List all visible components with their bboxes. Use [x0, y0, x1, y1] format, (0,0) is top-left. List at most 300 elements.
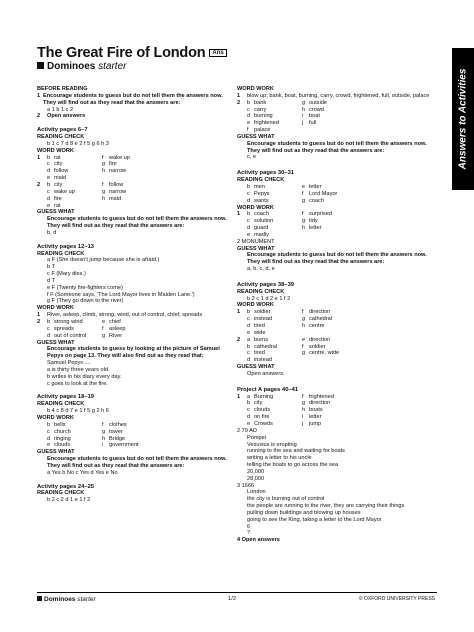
guess-what-heading: GUESS WHAT — [37, 339, 75, 346]
item-letter: e — [302, 336, 306, 343]
answer-word: men — [254, 183, 265, 190]
item-number — [237, 407, 247, 414]
title-row — [37, 44, 227, 62]
section-heading: Activity pages 6–7 — [37, 127, 88, 134]
answer-list — [237, 483, 431, 538]
item-letter: e — [247, 420, 251, 427]
copyright: © OXFORD UNIVERSITY PRESS — [358, 596, 435, 602]
answers-tab — [452, 48, 474, 190]
item-letter: d — [47, 168, 51, 175]
item-number — [237, 113, 247, 120]
answer-line: Samuel Pepys .... — [47, 360, 91, 367]
item-letter: f — [302, 309, 304, 316]
item-letter: b — [47, 181, 51, 188]
answer-table — [237, 394, 431, 428]
answer-line: 28,000 — [247, 475, 265, 482]
answer-line: 4 Open answers — [237, 537, 280, 544]
item-letter: g — [302, 197, 306, 204]
answer-word: Bridge — [109, 435, 126, 442]
item-letter: g — [102, 188, 106, 195]
answer-word: bank — [254, 99, 267, 106]
answer-line: c F (Mary dies.) — [47, 271, 86, 278]
answers-tab-label: Answers to Activities — [457, 68, 469, 170]
answer-word: direction — [309, 309, 331, 316]
item-number — [37, 189, 47, 196]
footer-series-level: starter — [77, 596, 96, 603]
answer-table — [237, 184, 431, 205]
answer-word: Crowds — [254, 420, 273, 427]
answer-word: fire — [54, 195, 62, 202]
answer-table — [237, 337, 431, 364]
instruction-text: Encourage students to guess but do not tell them the answers now. They will find out as they read that the answers are: — [247, 252, 427, 266]
item-number — [37, 422, 47, 429]
item-letter: e — [247, 329, 251, 336]
answer-word: letter — [309, 414, 322, 421]
reading-check-heading: READING CHECK — [37, 134, 85, 141]
answer-word: centre, wide — [309, 350, 340, 357]
answer-word: out of control — [54, 332, 87, 339]
item-letter: d — [47, 435, 51, 442]
answer-line: a F (She doesn't jump because she is afraid.) — [47, 257, 160, 264]
item-letter: f — [247, 127, 249, 134]
answer-table — [37, 319, 235, 340]
answer-line: f F (Someone says, 'The Lord Mayor lives in Maiden Lane.') — [47, 291, 195, 298]
reading-check-heading: READING CHECK — [37, 490, 85, 497]
item-letter: i — [102, 442, 104, 449]
answer-line: the city is burning out of control — [247, 496, 325, 503]
item-number — [237, 225, 247, 232]
footer-divider — [37, 592, 437, 593]
item-letter: f — [302, 343, 304, 350]
answer-line: 1 blow up; bank, boat, burning, carry, crowd, frightened, full, outside, palace — [237, 92, 430, 99]
answer-word: chief — [109, 319, 121, 325]
item-letter: b — [247, 183, 251, 190]
answer-word: coach — [254, 211, 269, 218]
item-letter: d — [247, 323, 251, 329]
answer-word — [309, 357, 431, 364]
item-letter: d — [47, 195, 51, 202]
item-letter: f — [102, 181, 104, 188]
item-letter: e — [47, 175, 51, 182]
item-letter: i — [302, 113, 304, 120]
answer-line: 20,000 — [247, 468, 265, 475]
answer-word: narrow — [109, 168, 127, 175]
word-work-heading: WORD WORK — [237, 86, 274, 92]
guess-what-heading: GUESS WHAT — [37, 209, 75, 216]
series-level: starter — [98, 61, 127, 72]
answer-table — [237, 309, 431, 336]
item-letter: b — [247, 211, 251, 218]
item-letter: e — [47, 442, 51, 449]
item-number — [237, 323, 247, 330]
guess-what-heading: GUESS WHAT — [37, 449, 75, 456]
answer-word — [109, 175, 235, 182]
answer-line: b T — [47, 264, 55, 271]
item-letter: f — [302, 190, 304, 197]
answer-line: London — [247, 489, 266, 496]
answer-word: clothes — [109, 421, 127, 428]
item-number: 2 — [37, 319, 41, 325]
answer-line: e F (Twenty fire-fighters come) — [47, 284, 123, 291]
item-letter — [102, 175, 109, 182]
answer-word: clouds — [254, 407, 271, 414]
answer-table — [37, 182, 235, 209]
item-number — [237, 316, 247, 323]
item-number — [237, 350, 247, 357]
answer-word: River — [109, 332, 123, 339]
item-number — [237, 120, 247, 127]
answer-word: wide — [254, 329, 266, 336]
answer-word — [309, 232, 431, 239]
item-letter: e — [247, 231, 251, 238]
answer-word: burns — [254, 336, 268, 343]
answer-word: jump — [309, 420, 322, 427]
item-letter: g — [302, 99, 306, 106]
answer-word: carry — [254, 106, 267, 113]
answer-word: boat — [309, 113, 320, 120]
item-letter: d — [247, 357, 251, 364]
answer-word: instead — [254, 357, 273, 364]
answer-line: Open answers. — [247, 370, 285, 377]
answer-word: clouds — [54, 442, 71, 449]
answer-table — [37, 422, 235, 449]
item-letter — [102, 203, 109, 210]
series-label — [37, 61, 126, 72]
left-column — [37, 86, 235, 504]
answer-word: direction — [309, 336, 331, 343]
answer-word: government — [109, 442, 139, 449]
footer-series-name: Dominoes — [44, 596, 76, 603]
guess-what-heading: GUESS WHAT — [237, 133, 275, 140]
answers-badge: Ans — [209, 49, 226, 57]
answer-line: b 2 c 1 d 2 e 1 f 2 — [247, 295, 291, 302]
item-letter: d — [247, 113, 251, 120]
item-letter: h — [302, 323, 306, 329]
item-letter: g — [302, 400, 306, 407]
section-heading: Activity pages 12–13 — [37, 243, 95, 250]
item-number: 2 — [37, 113, 41, 120]
answer-line: 3 1666 — [237, 482, 255, 489]
item-number — [237, 184, 247, 191]
item-letter: h — [102, 435, 106, 442]
answer-word: surprised — [309, 211, 333, 218]
item-letter: c — [247, 316, 250, 323]
item-letter: f — [302, 393, 304, 400]
before-item-2 — [37, 113, 235, 120]
answer-line: 1 River, asleep, climb, strong, wind, out of control, chief, spreads — [37, 312, 203, 319]
answer-text: River, asleep, climb, strong, wind, out of control, chief, spreads — [47, 312, 203, 319]
item-letter: h — [102, 168, 106, 175]
answer-word: full — [309, 120, 317, 127]
item-letter: e — [102, 319, 106, 325]
answer-word: wants — [254, 197, 269, 204]
item-letter: g — [302, 350, 306, 357]
answer-word: tidy — [309, 218, 318, 225]
item-letter: h — [302, 225, 306, 232]
answer-word: guard — [254, 225, 269, 232]
item-number — [37, 333, 47, 340]
item-number — [237, 191, 247, 198]
item-letter: c — [47, 325, 50, 332]
footer-series — [37, 596, 96, 603]
item-letter: f — [302, 211, 304, 218]
page-title: The Great Fire of London — [37, 45, 206, 61]
item-number: 2 — [237, 99, 241, 106]
answer-line: g F (They go down to the river) — [47, 298, 124, 305]
word-work-heading: WORD WORK — [37, 414, 74, 421]
answer-line: the people are running to the river, they are carrying their things — [247, 503, 405, 510]
answer-word: rat — [54, 202, 61, 209]
answer-word: on fire — [254, 414, 270, 421]
answer-word: tired — [254, 323, 265, 329]
answer-table — [37, 155, 235, 182]
item-number: 1 — [237, 211, 241, 218]
answer-word: tired — [254, 350, 265, 357]
item-letter: b — [247, 343, 251, 350]
answer-word: Pepys — [254, 190, 270, 197]
item-letter: h — [102, 195, 106, 202]
answer-line: a is thirty three years old. — [47, 366, 110, 373]
item-number — [237, 421, 247, 428]
answer-table — [237, 100, 431, 134]
answer-word: cathedral — [309, 316, 333, 323]
item-letter: j — [302, 120, 304, 127]
answer-word: soldier — [309, 343, 326, 350]
item-number — [37, 429, 47, 436]
answer-word: coach — [309, 197, 324, 204]
answer-word: solution — [254, 218, 274, 225]
item-letter: b — [247, 400, 251, 407]
answer-word: Lord Mayor — [309, 190, 338, 197]
item-letter: d — [247, 197, 251, 204]
answer-list — [237, 428, 431, 483]
answer-word: maid — [54, 175, 67, 182]
instruction-text: Encourage students to guess but do not tell them the answers now. They will find out as they read that the answers are: — [47, 216, 227, 230]
answer-word: tower — [109, 428, 123, 435]
item-number — [237, 400, 247, 407]
answer-line: b 1 c 7 d 8 e 2 f 5 g 6 h 3 — [47, 140, 109, 147]
item-letter — [302, 127, 309, 134]
item-number — [237, 357, 247, 364]
answer-word: cathedral — [254, 343, 278, 350]
item-letter: h — [302, 106, 306, 113]
answer-word: direction — [309, 400, 331, 407]
item-letter: b — [247, 99, 251, 106]
section-heading: Activity pages 24–25 — [37, 483, 95, 490]
answer-word: strong wind — [54, 319, 83, 325]
answer-word: church — [54, 428, 71, 435]
page-number: 1/2 — [228, 596, 237, 602]
item-number — [37, 168, 47, 175]
answer-line: 6 — [247, 523, 251, 530]
item-letter: c — [247, 350, 250, 357]
reading-check-heading: READING CHECK — [237, 288, 285, 295]
item-letter: i — [302, 414, 304, 421]
answer-line: d T — [47, 277, 55, 284]
answer-word: letter — [309, 225, 322, 232]
answer-word: wake up — [109, 154, 130, 161]
item-letter: j — [302, 420, 304, 427]
answer-line: telling the boats to go across the sea — [247, 462, 339, 469]
answer-word: outside — [309, 99, 328, 106]
item-letter: g — [102, 428, 106, 435]
answer-word: madly — [254, 231, 269, 238]
answer-line: c, e — [247, 154, 257, 161]
answer-word — [309, 330, 431, 337]
item-number — [237, 218, 247, 225]
answer-text: blow up; bank, boat, burning, carry, crowd, frightened, full, outside, palace — [247, 92, 430, 99]
answer-word: crowd — [309, 106, 324, 113]
item-letter — [302, 357, 309, 364]
answer-word: centre — [309, 323, 325, 329]
answer-list — [37, 257, 235, 305]
answer-word: bells — [54, 421, 66, 428]
item-number — [37, 436, 47, 443]
answer-line: a, b, c, d, e — [247, 266, 275, 273]
item-letter: b — [47, 319, 51, 325]
item-letter: e — [47, 202, 51, 209]
answer-line: b, d — [47, 229, 57, 236]
item-letter: h — [302, 407, 306, 414]
answer-word: palace — [254, 127, 271, 134]
answer-word: fire — [109, 161, 117, 168]
item-number: 2 — [237, 336, 241, 343]
answer-word: soldier — [254, 309, 271, 316]
section-heading: Activity pages 38–39 — [237, 281, 295, 288]
item-number — [237, 344, 247, 351]
item-letter: c — [47, 188, 50, 195]
answer-line: running to the sea and waiting for boats — [247, 448, 345, 455]
before-item-1 — [37, 93, 235, 107]
item-number: 1 — [237, 393, 241, 400]
answer-word: frightened — [309, 393, 334, 400]
guess-what-heading: GUESS WHAT — [237, 364, 275, 371]
answer-word: wake up — [54, 188, 75, 195]
item-letter — [302, 330, 309, 337]
instruction-text: Encourage students to guess but do not tell them the answers now. They will find out as they read that the answers are: — [43, 92, 223, 106]
answer-word: spreads — [54, 325, 74, 332]
answer-line: a 1 b 1 c 2 — [47, 106, 74, 113]
answer-word: burning — [254, 113, 273, 120]
answer-word: narrow — [109, 188, 127, 195]
reading-check-heading: READING CHECK — [37, 401, 85, 408]
instruction-text: Encourage students to guess but do not tell them the answers now. They will find out as they read that the answers are: — [247, 140, 427, 154]
answer-word — [309, 127, 431, 134]
section-heading: Project A pages 40–41 — [237, 386, 299, 393]
item-letter: d — [47, 332, 51, 339]
answer-word: follow — [54, 168, 69, 175]
answer-word: city — [54, 161, 63, 168]
item-number: 1 — [237, 309, 241, 316]
item-letter: b — [47, 421, 51, 428]
before-reading-heading: BEFORE READING — [37, 86, 88, 92]
answer-word: boats — [309, 407, 323, 414]
item-letter: f — [102, 325, 104, 332]
word-work-heading: WORD WORK — [237, 302, 274, 309]
answer-table — [237, 211, 431, 238]
answer-word: city — [254, 400, 263, 407]
item-number — [37, 175, 47, 182]
item-letter: d — [247, 225, 251, 232]
answer-line: writing a letter to his uncle — [247, 455, 312, 462]
item-letter: c — [47, 161, 50, 168]
item-number — [37, 442, 47, 449]
section-heading: Activity pages 30–31 — [237, 170, 295, 177]
item-letter: g — [302, 316, 306, 323]
item-number — [237, 107, 247, 114]
right-column — [237, 86, 431, 544]
answer-line: pulling down buildings and blowing up houses — [247, 509, 361, 516]
item-letter: b — [47, 154, 51, 161]
item-number — [237, 198, 247, 205]
item-letter: a — [247, 336, 251, 343]
answer-word: letter — [309, 183, 322, 190]
square-bullet-icon — [37, 596, 42, 601]
answer-word: frightened — [254, 120, 279, 127]
answer-word: follow — [109, 181, 124, 188]
answer-line: 2 79 AD — [237, 427, 257, 434]
instruction-text: Encourage students to guess but do not tell them the answers now. They will find out as they read that the answers are: — [47, 456, 227, 469]
answer-line: Vesuvius is erupting — [247, 441, 297, 448]
item-letter — [302, 232, 309, 239]
item-letter: e — [302, 183, 306, 190]
item-letter: c — [247, 190, 250, 197]
word-work-heading: WORD WORK — [37, 147, 74, 154]
answer-line: b writes in his diary every day. — [47, 373, 122, 380]
square-bullet-icon — [37, 62, 44, 69]
item-number: 1 — [37, 154, 41, 161]
item-number — [37, 326, 47, 333]
item-letter: f — [102, 421, 104, 428]
item-number — [37, 196, 47, 203]
answer-line: b 2 c 2 d 1 e 1 f 2 — [47, 497, 91, 504]
item-letter: f — [102, 154, 104, 161]
answer-line: b 4 c 8 d 7 e 1 f 5 g 2 h 6 — [47, 408, 109, 415]
reading-check-heading: READING CHECK — [37, 250, 85, 257]
item-number — [237, 127, 247, 134]
instruction-text: Encourage students to guess by looking at the picture of Samuel Pepys on page 13. They will also find out as they read that: — [47, 346, 220, 360]
reading-check-heading: READING CHECK — [237, 177, 285, 184]
answer-line: c goes to look at the fire. — [47, 380, 108, 387]
item-letter: d — [247, 414, 251, 421]
answer-word: rat — [54, 154, 61, 161]
item-letter: a — [247, 393, 251, 400]
item-number — [237, 330, 247, 337]
answer-word: instead — [254, 316, 273, 323]
answer-word: Burning — [254, 393, 274, 400]
answer-word — [109, 203, 235, 210]
answer-line: a Yes b No c Yes d Yes e No — [47, 469, 118, 476]
series-name: Dominoes — [47, 61, 96, 72]
item-letter: g — [102, 161, 106, 168]
item-number — [37, 203, 47, 210]
item-letter: g — [102, 332, 106, 339]
answer-list — [37, 360, 235, 387]
word-work-heading: WORD WORK — [37, 305, 74, 312]
instruction-text: Open answers — [47, 113, 86, 120]
answer-line: 2 MONUMENT — [237, 238, 275, 245]
item-letter: b — [247, 309, 251, 316]
item-letter: c — [247, 407, 250, 414]
item-letter: g — [302, 218, 306, 225]
section-heading: Activity pages 18–19 — [37, 394, 95, 401]
answer-word: ringing — [54, 435, 71, 442]
guess-what-heading: GUESS WHAT — [237, 245, 275, 252]
answer-line: Pompei — [247, 434, 266, 441]
answer-line: going to see the King, taking a letter to the Lord Mayor — [247, 516, 382, 523]
item-letter: e — [247, 120, 251, 127]
answer-word: maid — [109, 195, 122, 202]
